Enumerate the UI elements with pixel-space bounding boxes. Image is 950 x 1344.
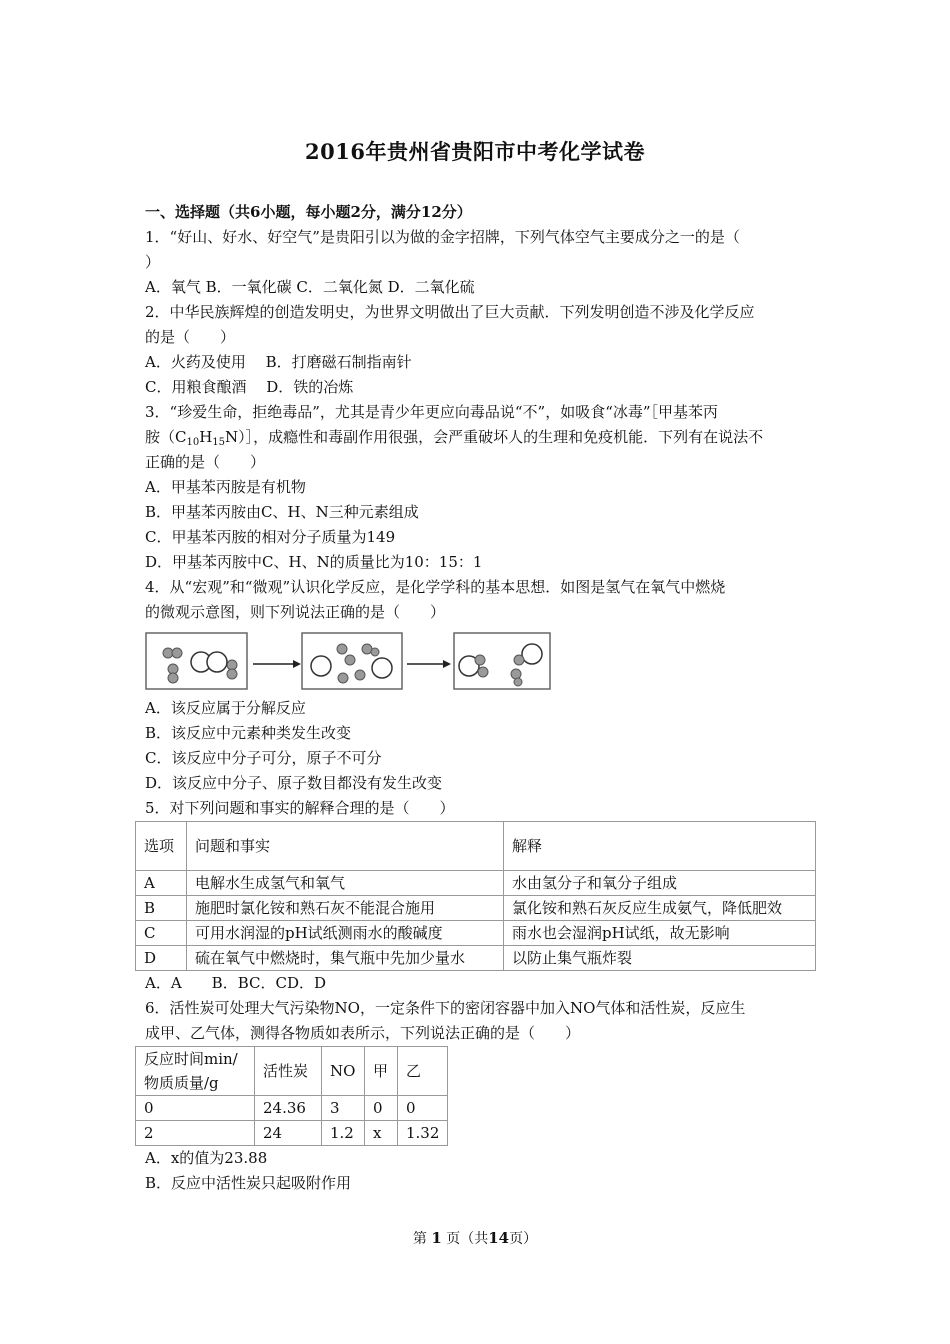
question-4-option-b: B．该反应中元素种类发生改变 xyxy=(145,724,352,742)
question-1-text: 1．“好山、好水、好空气”是贵阳引以为做的金字招牌，下列气体空气主要成分之一的是（ xyxy=(145,228,740,246)
table-cell: A xyxy=(136,871,187,896)
header-mass-label: 物质质量/g xyxy=(144,1074,219,1092)
table-header-cell: 选项 xyxy=(136,822,187,871)
table-cell: 水由氢分子和氧分子组成 xyxy=(504,871,816,896)
table-cell: 1.32 xyxy=(398,1121,448,1146)
table-row xyxy=(136,896,816,921)
table-cell: 氯化铵和熟石灰反应生成氨气，降低肥效 xyxy=(504,896,816,921)
table-cell: 0 xyxy=(365,1096,398,1121)
table-cell: 施肥时氯化铵和熟石灰不能混合施用 xyxy=(187,896,504,921)
page-title: 2016年贵州省贵阳市中考化学试卷 xyxy=(305,139,645,164)
question-2-options-ab: A．火药及使用 B．打磨磁石制指南针 xyxy=(145,353,412,371)
footer-total-pages: 14 xyxy=(488,1229,510,1247)
formula-suffix: N）］，成瘾性和毒副作用很强，会严重破坏人的生理和免疫机能．下列有在说法不 xyxy=(225,428,764,446)
table-row xyxy=(136,871,816,896)
question-6-table xyxy=(135,1046,448,1146)
table-cell: 0 xyxy=(136,1096,255,1121)
question-1-options: A．氧气 B．一氧化碳 C．二氧化氮 D．二氧化硫 xyxy=(145,278,475,296)
table-header-cell: 甲 xyxy=(365,1047,398,1096)
footer-suffix: 页） xyxy=(509,1231,538,1247)
table-cell: 24.36 xyxy=(255,1096,322,1121)
page-footer xyxy=(0,1228,950,1248)
table-cell: 1.2 xyxy=(322,1121,365,1146)
formula-h: H xyxy=(199,428,213,446)
question-4-option-d: D．该反应中分子、原子数目都没有发生改变 xyxy=(145,774,443,792)
question-5-text: 5．对下列问题和事实的解释合理的是（ ） xyxy=(145,799,455,817)
microscopic-reaction-diagram xyxy=(145,630,555,692)
table-cell: 硫在氧气中燃烧时，集气瓶中先加少量水 xyxy=(187,946,504,971)
table-cell: 可用水润湿的pH试纸测雨水的酸碱度 xyxy=(187,921,504,946)
table-row xyxy=(136,921,816,946)
table-cell: 电解水生成氢气和氧气 xyxy=(187,871,504,896)
table-header-cell: 问题和事实 xyxy=(187,822,504,871)
table-header-cell: 乙 xyxy=(398,1047,448,1096)
table-cell: C xyxy=(136,921,187,946)
footer-page-number: 1 xyxy=(431,1229,442,1247)
header-time-label: 反应时间min/ xyxy=(144,1050,238,1068)
question-3-option-c: C．甲基苯丙胺的相对分子质量为149 xyxy=(145,528,396,546)
table-header-row xyxy=(136,1047,448,1096)
question-6-text-cont: 成甲、乙气体，测得各物质如表所示，下列说法正确的是（ ） xyxy=(145,1024,581,1042)
arrow-icon xyxy=(293,660,301,668)
arrow-icon xyxy=(443,660,451,668)
question-6-text: 6．活性炭可处理大气污染物NO，一定条件下的密闭容器中加入NO气体和活性炭，反应生 xyxy=(145,999,746,1017)
question-4-option-a: A．该反应属于分解反应 xyxy=(145,699,306,717)
question-6-option-b: B．反应中活性炭只起吸附作用 xyxy=(145,1174,352,1192)
question-3-text: 3．“珍爱生命，拒绝毒品”，尤其是青少年更应向毒品说“不”，如吸食“冰毒”［甲基苯丙 xyxy=(145,403,719,421)
section-heading: 一、选择题（共6小题，每小题2分，满分12分） xyxy=(145,203,472,221)
question-4-text: 4．从“宏观”和“微观”认识化学反应，是化学学科的基本思想．如图是氢气在氧气中燃烧 xyxy=(145,578,726,596)
table-cell: D xyxy=(136,946,187,971)
table-row xyxy=(136,1096,448,1121)
subscript-hydrogen: 15 xyxy=(212,437,226,448)
question-3-text-cont xyxy=(145,425,817,450)
table-header-cell xyxy=(136,1047,255,1096)
question-2-text: 2．中华民族辉煌的创造发明史，为世界文明做出了巨大贡献．下列发明创造不涉及化学反应 xyxy=(145,303,755,321)
table-header-cell: 解释 xyxy=(504,822,816,871)
table-header-row xyxy=(136,822,816,871)
question-3-option-d: D．甲基苯丙胺中C、H、N的质量比为10：15：1 xyxy=(145,553,483,571)
table-row xyxy=(136,946,816,971)
question-1-text-cont: ） xyxy=(145,253,161,271)
footer-prefix: 第 xyxy=(412,1231,427,1247)
exam-body xyxy=(145,200,817,1196)
table-row xyxy=(136,1121,448,1146)
question-2-options-cd: C．用粮食酿酒 D．铁的冶炼 xyxy=(145,378,354,396)
table-cell: 以防止集气瓶炸裂 xyxy=(504,946,816,971)
question-4-option-c: C．该反应中分子可分，原子不可分 xyxy=(145,749,382,767)
table-cell: 0 xyxy=(398,1096,448,1121)
table-cell: B xyxy=(136,896,187,921)
question-3-option-a: A．甲基苯丙胺是有机物 xyxy=(145,478,306,496)
question-3-text-cont2: 正确的是（ ） xyxy=(145,453,266,471)
question-6-option-a: A．x的值为23.88 xyxy=(145,1149,268,1167)
question-5-options: A．A B．BC．CD．D xyxy=(145,974,326,992)
table-cell: 3 xyxy=(322,1096,365,1121)
table-header-cell: NO xyxy=(322,1047,365,1096)
question-2-text-cont: 的是（ ） xyxy=(145,328,236,346)
reaction-diagram xyxy=(145,625,817,696)
table-cell: x xyxy=(365,1121,398,1146)
table-header-cell: 活性炭 xyxy=(255,1047,322,1096)
table-cell: 24 xyxy=(255,1121,322,1146)
table-cell: 2 xyxy=(136,1121,255,1146)
question-3-option-b: B．甲基苯丙胺由C、H、N三种元素组成 xyxy=(145,503,419,521)
footer-middle: 页（共 xyxy=(446,1231,489,1247)
question-4-text-cont: 的微观示意图，则下列说法正确的是（ ） xyxy=(145,603,446,621)
table-cell: 雨水也会湿润pH试纸，故无影响 xyxy=(504,921,816,946)
question-5-table xyxy=(135,821,816,971)
subscript-carbon: 10 xyxy=(186,437,200,448)
formula-prefix: 胺（C xyxy=(145,428,187,446)
